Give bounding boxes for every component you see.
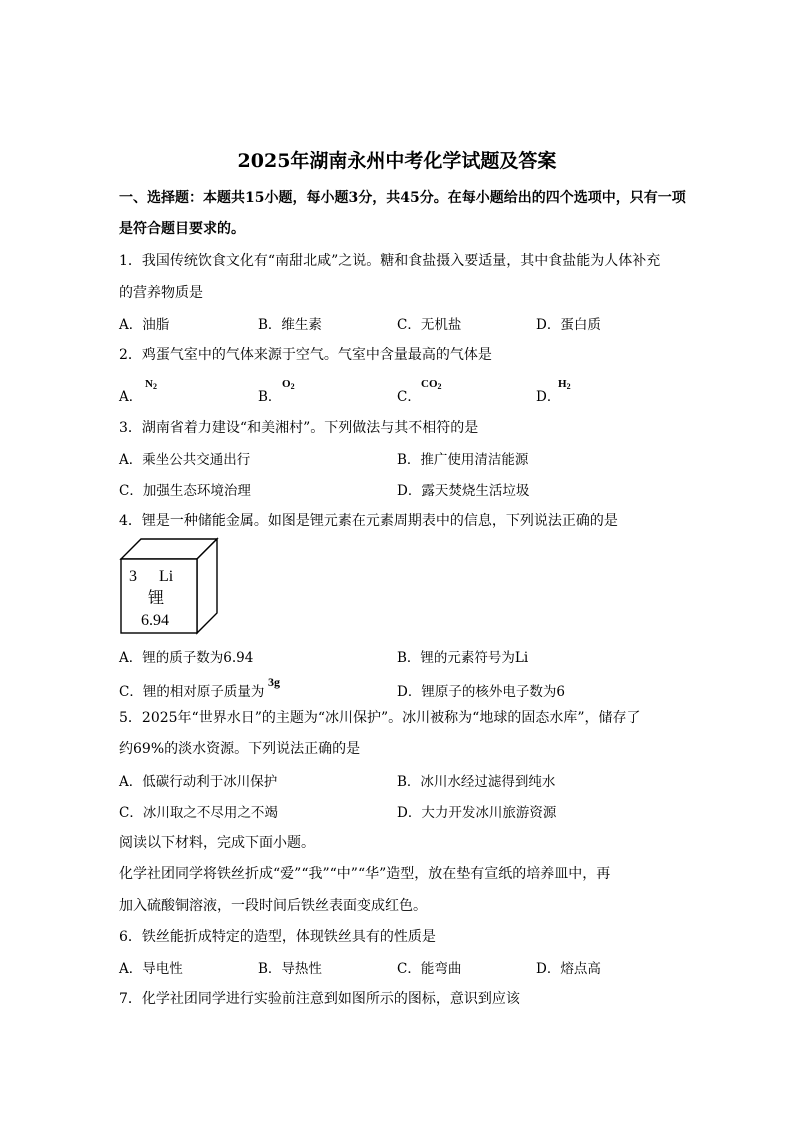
q3-stem: 3．湖南省着力建设“和美湘村”。下列做法与其不相符的是 [119,420,479,436]
page-title: 2025年湖南永州中考化学试题及答案 [237,150,557,172]
q2-option-c-formula: $CO_2$ [421,378,442,391]
q1-option-a: A．油脂 [119,317,170,333]
q2-option-b-label: B． [258,389,282,405]
q4-option-c: C．锂的相对原子质量为 [119,684,265,700]
q5-stem-line2: 约69%的淡水资源。下列说法正确的是 [119,741,361,757]
q4-option-b: B．锂的元素符号为Li [397,650,529,666]
q5-option-d: D．大力开发冰川旅游资源 [397,805,557,821]
q2-option-a-label: A． [119,389,143,405]
element-atomic-mass: 6.94 [141,612,169,629]
element-name: 锂 [148,590,165,607]
q7-stem: 7．化学社团同学进行实验前注意到如图所示的图标，意识到应该 [119,991,520,1007]
element-tile-svg [119,537,219,635]
element-tile-figure [119,537,219,639]
q3-option-a: A．乘坐公共交通出行 [119,452,251,468]
q4-option-c-value: 3g [268,675,280,689]
section-heading-line2: 是符合题目要求的。 [119,221,245,237]
q2-option-d-formula: $H_2$ [558,378,571,391]
q3-option-d: D．露天焚烧生活垃圾 [397,483,530,499]
reading-intro: 阅读以下材料，完成下面小题。 [119,835,315,851]
q1-option-d: D．蛋白质 [536,317,601,333]
q3-option-b: B．推广使用清洁能源 [397,452,529,468]
q6-option-d: D．熔点高 [536,961,601,977]
q5-option-c: C．冰川取之不尽用之不竭 [119,805,278,821]
q4-option-d: D．锂原子的核外电子数为6 [397,684,565,700]
q1-stem-line1: 1．我国传统饮食文化有“南甜北咸”之说。糖和食盐摄入要适量，其中食盐能为人体补充 [119,253,661,269]
reading-line2: 加入硫酸铜溶液，一段时间后铁丝表面变成红色。 [119,898,427,914]
q4-option-a: A．锂的质子数为6.94 [119,650,254,666]
q2-option-c-label: C． [397,389,421,405]
q2-option-a-formula: $N_2$ [145,378,157,391]
q6-stem: 6．铁丝能折成特定的造型，体现铁丝具有的性质是 [119,929,436,945]
q1-option-c: C．无机盐 [397,317,462,333]
q5-option-b: B．冰川水经过滤得到纯水 [397,774,556,790]
q5-option-a: A．低碳行动利于冰川保护 [119,774,278,790]
q1-option-b: B．维生素 [258,317,322,333]
section-heading-line1: 一、选择题：本题共15小题，每小题3分，共45分。在每小题给出的四个选项中，只有一项 [119,190,686,206]
q1-stem-line2: 的营养物质是 [119,285,203,301]
q6-option-b: B．导热性 [258,961,322,977]
q4-stem: 4．锂是一种储能金属。如图是锂元素在元素周期表中的信息，下列说法正确的是 [119,513,618,529]
q3-option-c: C．加强生态环境治理 [119,483,251,499]
q5-stem-line1: 5．2025年“世界水日”的主题为“冰川保护”。冰川被称为“地球的固态水库”，储存了 [119,710,641,726]
q6-option-a: A．导电性 [119,961,183,977]
q2-option-b-formula: $O_2$ [282,378,295,391]
q2-option-d-label: D． [536,389,561,405]
q6-option-c: C．能弯曲 [397,961,462,977]
q2-stem: 2．鸡蛋气室中的气体来源于空气。气室中含量最高的气体是 [119,347,492,363]
element-symbol: Li [159,568,174,585]
reading-line1: 化学社团同学将铁丝折成“爱”“我”“中”“华”造型，放在垫有宣纸的培养皿中，再 [119,866,611,882]
element-atomic-number: 3 [129,568,137,585]
